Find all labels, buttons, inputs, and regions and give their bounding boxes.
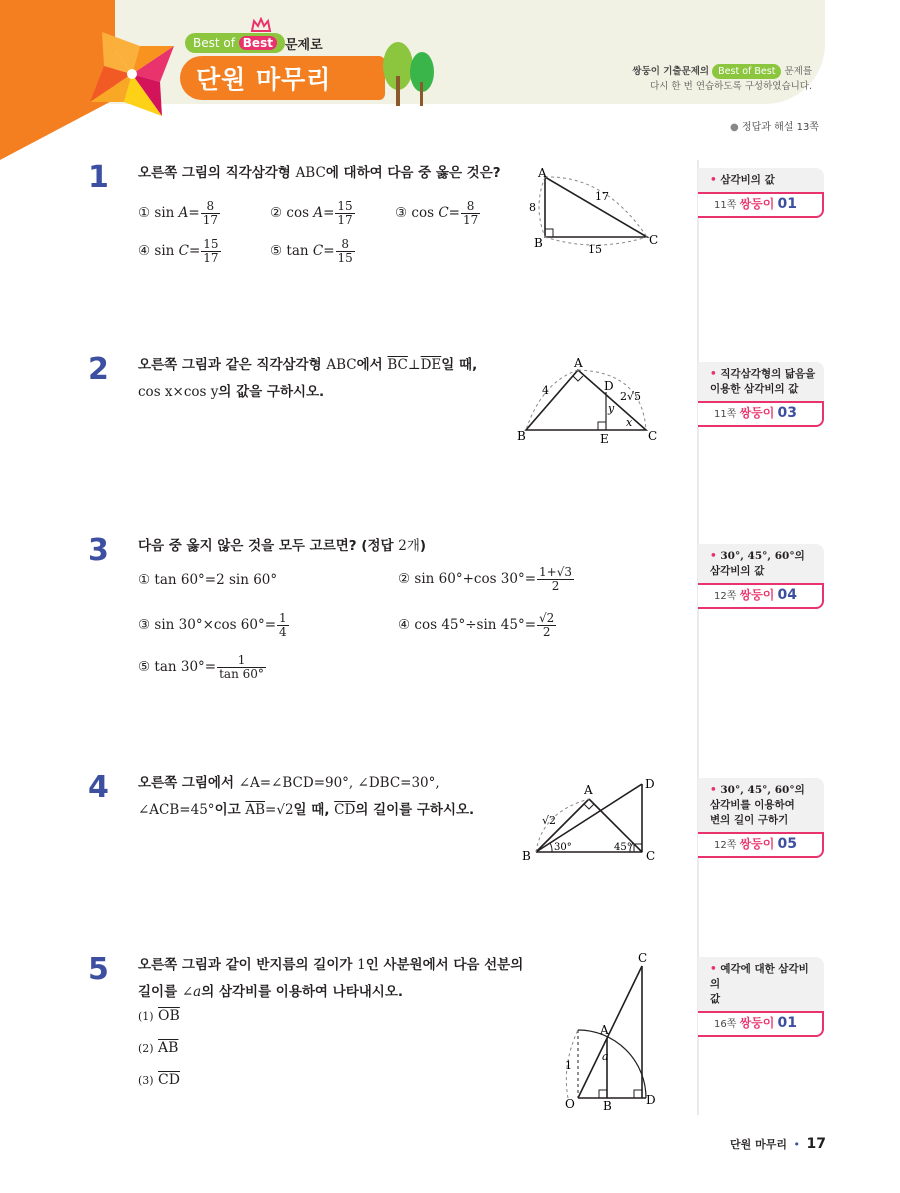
q5-tag-no: 01 [777,1015,798,1031]
q5-angle: ∠a [181,984,202,1000]
q1-option-5: ⑤ tan C= $\frac{8}{15}$ [270,237,353,265]
q2-perp: ⊥ [407,357,421,373]
q4-fig-label-d: D [645,777,655,791]
q3-tag-line2: 삼각비의 값 [710,565,765,577]
q1-option-1: ① sin A= $\frac{8}{17}$ [138,199,218,227]
q1-opt5-var: C [312,243,324,259]
q5-tag-page: 16쪽 [714,1019,737,1030]
q3-opt4-num: √2 [539,611,555,625]
q1-fig-len-ac: 17 [595,190,609,203]
q4-line2-t3: 의 길이를 구하시오. [355,802,475,818]
q4-tag-line3: 변의 길이 구하기 [710,814,789,826]
q2-line1-pre: 오른쪽 그림과 같은 직각삼각형 [138,357,327,373]
footer-dot-icon: • [793,1138,800,1151]
q5-fig-label-d: D [646,1093,656,1107]
note-badge: Best of Best [712,64,781,79]
q5-item1-seg: $\overline{OB}$ [158,1008,180,1024]
q1-tag-line1: 삼각비의 값 [720,174,775,186]
q3-tag-page: 12쪽 [714,591,737,602]
q2-tag-twin: 쌍둥이 [739,406,775,420]
q3-tag-no: 04 [777,587,798,603]
q5-item2-mark: (2) [138,1042,154,1055]
q2-fig-len-ab: 4 [542,384,549,397]
q1-fig-label-b: B [534,236,543,250]
page-title: 단원 마무리 [196,65,332,94]
q3-opt3-den: 4 [279,625,287,639]
q1-opt5-fn: tan [286,243,313,259]
q5-tag-top: • 예각에 대한 삼각비의 값 [698,957,824,1011]
question-2-line1 [138,352,477,379]
q3-option-4 [398,612,557,639]
q1-fig-label-a: A [538,166,547,180]
q1-option-3: ③ cos C= $\frac{8}{17}$ [395,199,479,227]
q3-option-5 [138,654,267,681]
question-number-3: 3 [88,533,109,568]
q5-line1-post: 인 사분원에서 다음 선분의 [365,957,524,973]
q4-fig-label-a: A [584,783,593,797]
q3-tag-bottom [698,583,824,609]
q5-item1-mark: (1) [138,1010,154,1023]
q2-fig-angle-y: y [608,402,615,415]
q3-opt3-text: sin 30°×cos 60°= [154,617,277,633]
q1-opt1-num: 8 [201,200,220,214]
q1-opt3-var: C [438,205,449,221]
q2-triangle-figure [512,352,662,447]
q1-tag-top: • 삼각비의 값 [698,168,824,192]
q5-quarter-circle-figure [560,952,670,1112]
q2-line1-mid: 에서 [356,357,388,373]
question-5-line2 [138,979,403,1006]
question-number-2: 2 [88,352,109,387]
q5-tag-twin: 쌍둥이 [739,1016,775,1030]
q3-opt5-den: tan 60° [219,667,264,681]
question-number-5: 5 [88,952,109,987]
q5-line1-pre: 오른쪽 그림과 같이 반지름의 길이가 [138,957,358,973]
answer-reference [730,118,819,133]
q1-opt2-den: 17 [337,213,353,227]
q5-item-1 [138,1008,180,1024]
q4-line1-pre: 오른쪽 그림에서 [138,775,239,791]
q1-tag-no: 01 [777,196,798,212]
q4-line2-math1: ∠ACB=45° [138,802,215,818]
pinwheel-icon [82,24,182,124]
q2-fig-len-ac: 2√5 [620,390,642,403]
q3-opt2-den: 2 [551,579,560,593]
q5-tag-line1: 예각에 대한 삼각비의 [710,963,809,990]
note-line2: 다시 한 번 연습하도록 구성하였습니다. [650,81,812,92]
best-badge-text: Best of [193,36,239,50]
q1-opt3-den: 17 [462,213,479,227]
q3-tag [698,544,824,609]
trees-illustration [378,36,438,106]
q1-tag [698,168,824,218]
q4-fig-angle-c: 45° [614,842,632,853]
question-number-4: 4 [88,770,109,805]
q4-tag-line1: 30°, 45°, 60°의 [720,784,805,796]
q3-count: 2개 [398,538,420,554]
q2-fig-angle-x: x [626,416,633,429]
q3-opt5-mark: ⑤ [138,659,151,675]
q2-line2-post: 의 값을 구하시오. [218,384,325,400]
q1-opt1-fn: sin [154,205,179,221]
q5-item2-seg: $\overline{AB}$ [158,1040,179,1056]
q3-option-3 [138,612,290,639]
q5-tag-bottom [698,1011,824,1037]
q1-option-2: ② cos A= $\frac{15}{17}$ [270,199,353,227]
q1-opt4-fn: sin [154,243,179,259]
question-2-line2 [138,379,324,406]
q1-tag-twin: 쌍둥이 [739,197,775,211]
q1-opt4-den: 17 [203,251,219,265]
q3-opt4-text: cos 45°÷sin 45°= [414,617,537,633]
q5-line2-post: 의 삼각비를 이용하여 나타내시오. [201,984,404,1000]
q4-tag-top: • 30°, 45°, 60°의 삼각비를 이용하여 변의 길이 구하기 [698,778,824,832]
best-badge [185,33,285,53]
q1-opt5-mark: ⑤ [270,243,283,259]
q2-tag-bottom [698,401,824,427]
q4-fig-label-b: B [522,849,531,863]
best-badge-highlight: Best [239,36,277,50]
q2-fig-label-c: C [648,429,658,443]
q5-item3-seg: $\overline{CD}$ [158,1072,180,1088]
question-number-1: 1 [88,160,109,195]
q4-line2-t2: 일 때, [293,802,335,818]
q5-fig-label-o: O [565,1097,575,1111]
q5-item-2 [138,1040,178,1056]
q1-option-4: ④ sin C= $\frac{15}{17}$ [138,237,219,265]
q2-tag-line2: 이용한 삼각비의 값 [710,383,799,395]
q1-fig-len-ab: 8 [529,201,536,214]
q3-tag-line1: 30°, 45°, 60°의 [720,550,805,562]
q3-opt3-mark: ③ [138,617,151,633]
q3-text: 다음 중 옳지 않은 것을 모두 고르면? (정답 [138,538,399,554]
q1-tag-bottom [698,192,824,218]
q4-fig-label-c: C [646,849,656,863]
q2-tag-line1: 직각삼각형의 닮음을 [720,368,816,380]
q3-opt1-text: tan 60°=2 sin 60° [154,572,278,588]
q4-tag-no: 05 [777,836,798,852]
q3-opt3-num: 1 [279,611,287,625]
q1-opt2-fn: cos [286,205,314,221]
q5-fig-label-c: C [638,952,648,965]
q5-one: 1 [357,957,366,973]
q5-item-3 [138,1072,180,1088]
q4-fig-angle-b: 30° [554,842,572,853]
q3-opt4-den: 2 [542,625,551,639]
q5-line2-pre: 길이를 [138,984,182,1000]
question-1-text [138,160,501,187]
q2-abc: ABC [326,357,357,373]
note-line1-pre: 쌍둥이 기출문제의 [632,66,710,77]
q4-seg-ab: $\overline{AB}$ [245,802,266,818]
q5-item3-mark: (3) [138,1074,154,1087]
best-badge-suffix: 문제로 [285,38,323,53]
question-5-line1 [138,952,523,979]
q4-line2-math2: =√2 [265,802,294,818]
q1-opt1-den: 17 [202,213,218,227]
q2-line1-post: 일 때, [441,357,478,373]
q4-seg-cd: $\overline{CD}$ [334,802,356,818]
q1-opt1-mark: ① [138,205,151,221]
q3-opt2-text: sin 60°+cos 30°= [414,571,537,587]
answer-reference-text: 정답과 해설 13쪽 [741,122,819,133]
q3-option-1 [138,572,277,588]
crown-icon [250,17,272,33]
q4-line2-t1: 이고 [214,802,246,818]
q1-opt4-mark: ④ [138,243,151,259]
q4-tag-bottom [698,832,824,858]
q2-fig-label-a: A [574,356,583,370]
q1-opt2-mark: ② [270,205,283,221]
q3-opt4-mark: ④ [398,617,411,633]
q4-tag-line2: 삼각비를 이용하여 [710,799,795,811]
q4-fig-len-ab: √2 [542,814,557,827]
q3-opt2-num: 1+√3 [539,565,573,579]
q1-opt1-var: A [178,205,189,221]
q2-fig-label-d: D [604,379,614,393]
q3-tag-top: • 30°, 45°, 60°의 삼각비의 값 [698,544,824,583]
page-number: 17 [806,1136,826,1152]
q1-opt4-num: 15 [203,237,219,251]
q1-triangle-figure [525,165,665,255]
q3-tag-twin: 쌍둥이 [739,588,775,602]
q1-text-pre: 오른쪽 그림의 직각삼각형 [138,165,296,181]
q1-opt4-var: C [178,243,189,259]
q2-line2-math: cos x×cos y [138,384,219,400]
q1-opt2-num: 15 [337,199,353,213]
footer-label: 단원 마무리 [730,1138,787,1151]
q3-opt1-mark: ① [138,572,151,588]
q1-opt5-num: 8 [336,238,355,252]
q3-opt5-text: tan 30°= [154,659,217,675]
q2-tag-top: • 직각삼각형의 닮음을 이용한 삼각비의 값 [698,362,824,401]
q3-option-2 [398,566,575,593]
q3-text-end: ) [419,538,427,554]
note-line1-post: 문제를 [784,66,812,77]
q1-opt3-fn: cos [411,205,439,221]
q1-opt2-var: A [313,205,324,221]
q5-tag [698,957,824,1037]
q4-tag [698,778,824,858]
q1-text-post: 에 대하여 다음 중 옳은 것은? [325,165,501,181]
q5-fig-len-one: 1 [565,1059,572,1072]
q4-tag-twin: 쌍둥이 [739,837,775,851]
bullet-icon: ● [730,122,739,133]
q2-tag-no: 03 [777,405,798,421]
q4-tag-page: 12쪽 [714,840,737,851]
header-note [600,64,812,94]
q2-tag [698,362,824,427]
q5-tag-line2: 값 [710,993,721,1005]
q1-tag-page: 11쪽 [714,200,737,211]
q2-tag-page: 11쪽 [714,409,737,420]
question-3-text [138,533,426,560]
q4-triangle-figure [512,772,662,867]
q3-opt5-num: 1 [217,654,266,668]
q2-fig-label-b: B [517,429,526,443]
question-4-line2 [138,797,474,824]
q1-opt3-mark: ③ [395,205,408,221]
q3-opt2-mark: ② [398,571,411,587]
q2-fig-label-e: E [600,432,609,446]
page-footer [730,1136,826,1152]
q2-seg-de: $\overline{DE}$ [420,357,442,373]
q1-opt5-den: 15 [337,251,353,265]
q5-fig-label-a: A [600,1023,609,1037]
q5-fig-angle-a: a [602,1050,609,1063]
q1-abc: ABC [295,165,326,181]
q1-opt3-num: 8 [461,200,480,214]
q5-fig-label-b: B [603,1099,612,1112]
q2-seg-bc: $\overline{BC}$ [387,357,408,373]
q4-line1-math: ∠A=∠BCD=90°, ∠DBC=30°, [238,775,440,791]
question-4-line1 [138,770,440,797]
q1-fig-len-bc: 15 [588,243,602,255]
q1-fig-label-c: C [649,233,659,247]
